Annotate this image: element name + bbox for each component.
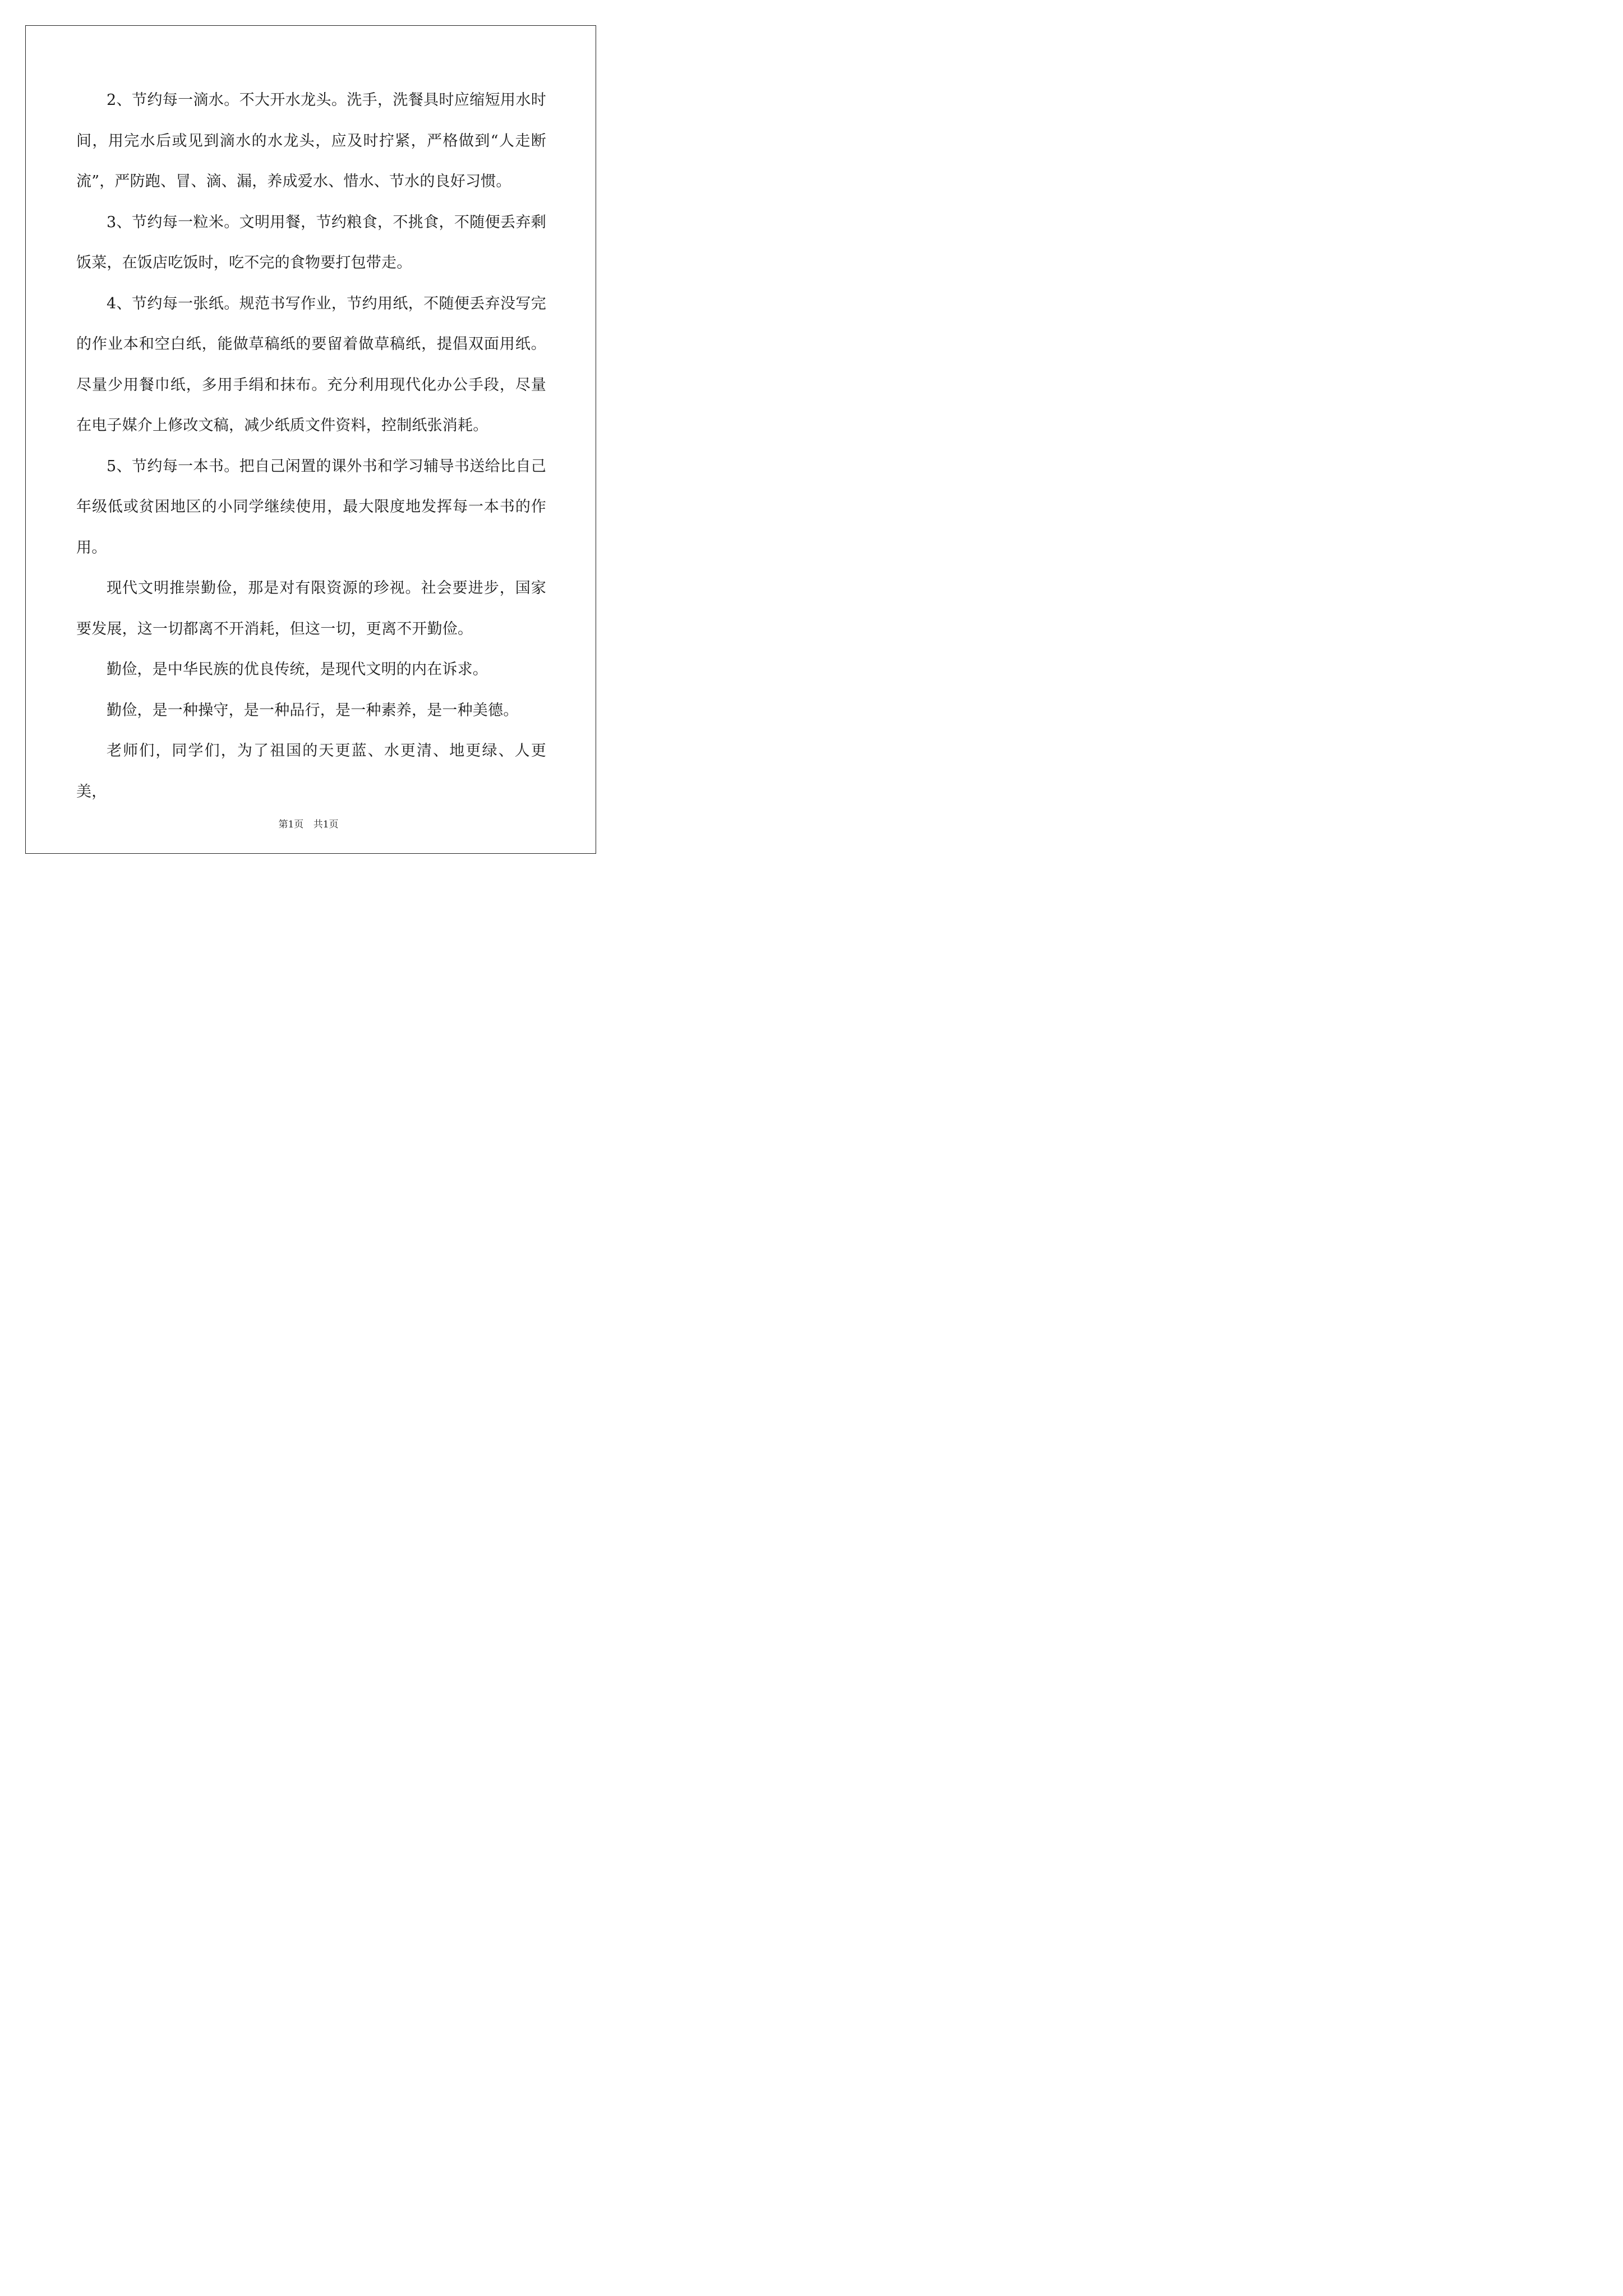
- page-footer: [0, 816, 617, 830]
- paragraph: 勤俭，是一种操守，是一种品行，是一种素养，是一种美德。: [107, 701, 519, 719]
- paragraph: 2、节约每一滴水。不大开水龙头。洗手，洗餐具时应缩短用水时间，用完水后或见到滴水的水龙头，应及时拧紧，严格做到“人走断流”，严防跑、冒、滴、漏，养成爱水、惜水、节水的良好习惯。: [76, 91, 546, 190]
- paragraph: 5、节约每一本书。把自己闲置的课外书和学习辅导书送给比自己年级低或贫困地区的小同学继续使用，最大限度地发挥每一本书的作用。: [76, 457, 546, 556]
- paragraph: 4、节约每一张纸。规范书写作业，节约用纸，不随便丢弃没写完的作业本和空白纸，能做草稿纸的要留着做草稿纸，提倡双面用纸。尽量少用餐巾纸，多用手绢和抹布。充分利用现代化办公手段，尽量在电子媒介上修改文稿，减少纸质文件资料，控制纸张消耗。: [76, 295, 546, 434]
- paragraph: 3、节约每一粒米。文明用餐，节约粮食，不挑食，不随便丢弃剩饭菜，在饭店吃饭时，吃不完的食物要打包带走。: [76, 213, 546, 272]
- page-number: 第1页: [278, 819, 304, 830]
- document-body: [76, 80, 546, 812]
- paragraph: 老师们，同学们，为了祖国的天更蓝、水更清、地更绿、人更美，: [76, 742, 546, 800]
- paragraph: 勤俭，是中华民族的优良传统，是现代文明的内在诉求。: [107, 661, 488, 678]
- page-total: 共1页: [313, 819, 339, 830]
- paragraph: 现代文明推崇勤俭，那是对有限资源的珍视。社会要进步，国家要发展，这一切都离不开消耗，但这一切，更离不开勤俭。: [76, 579, 546, 638]
